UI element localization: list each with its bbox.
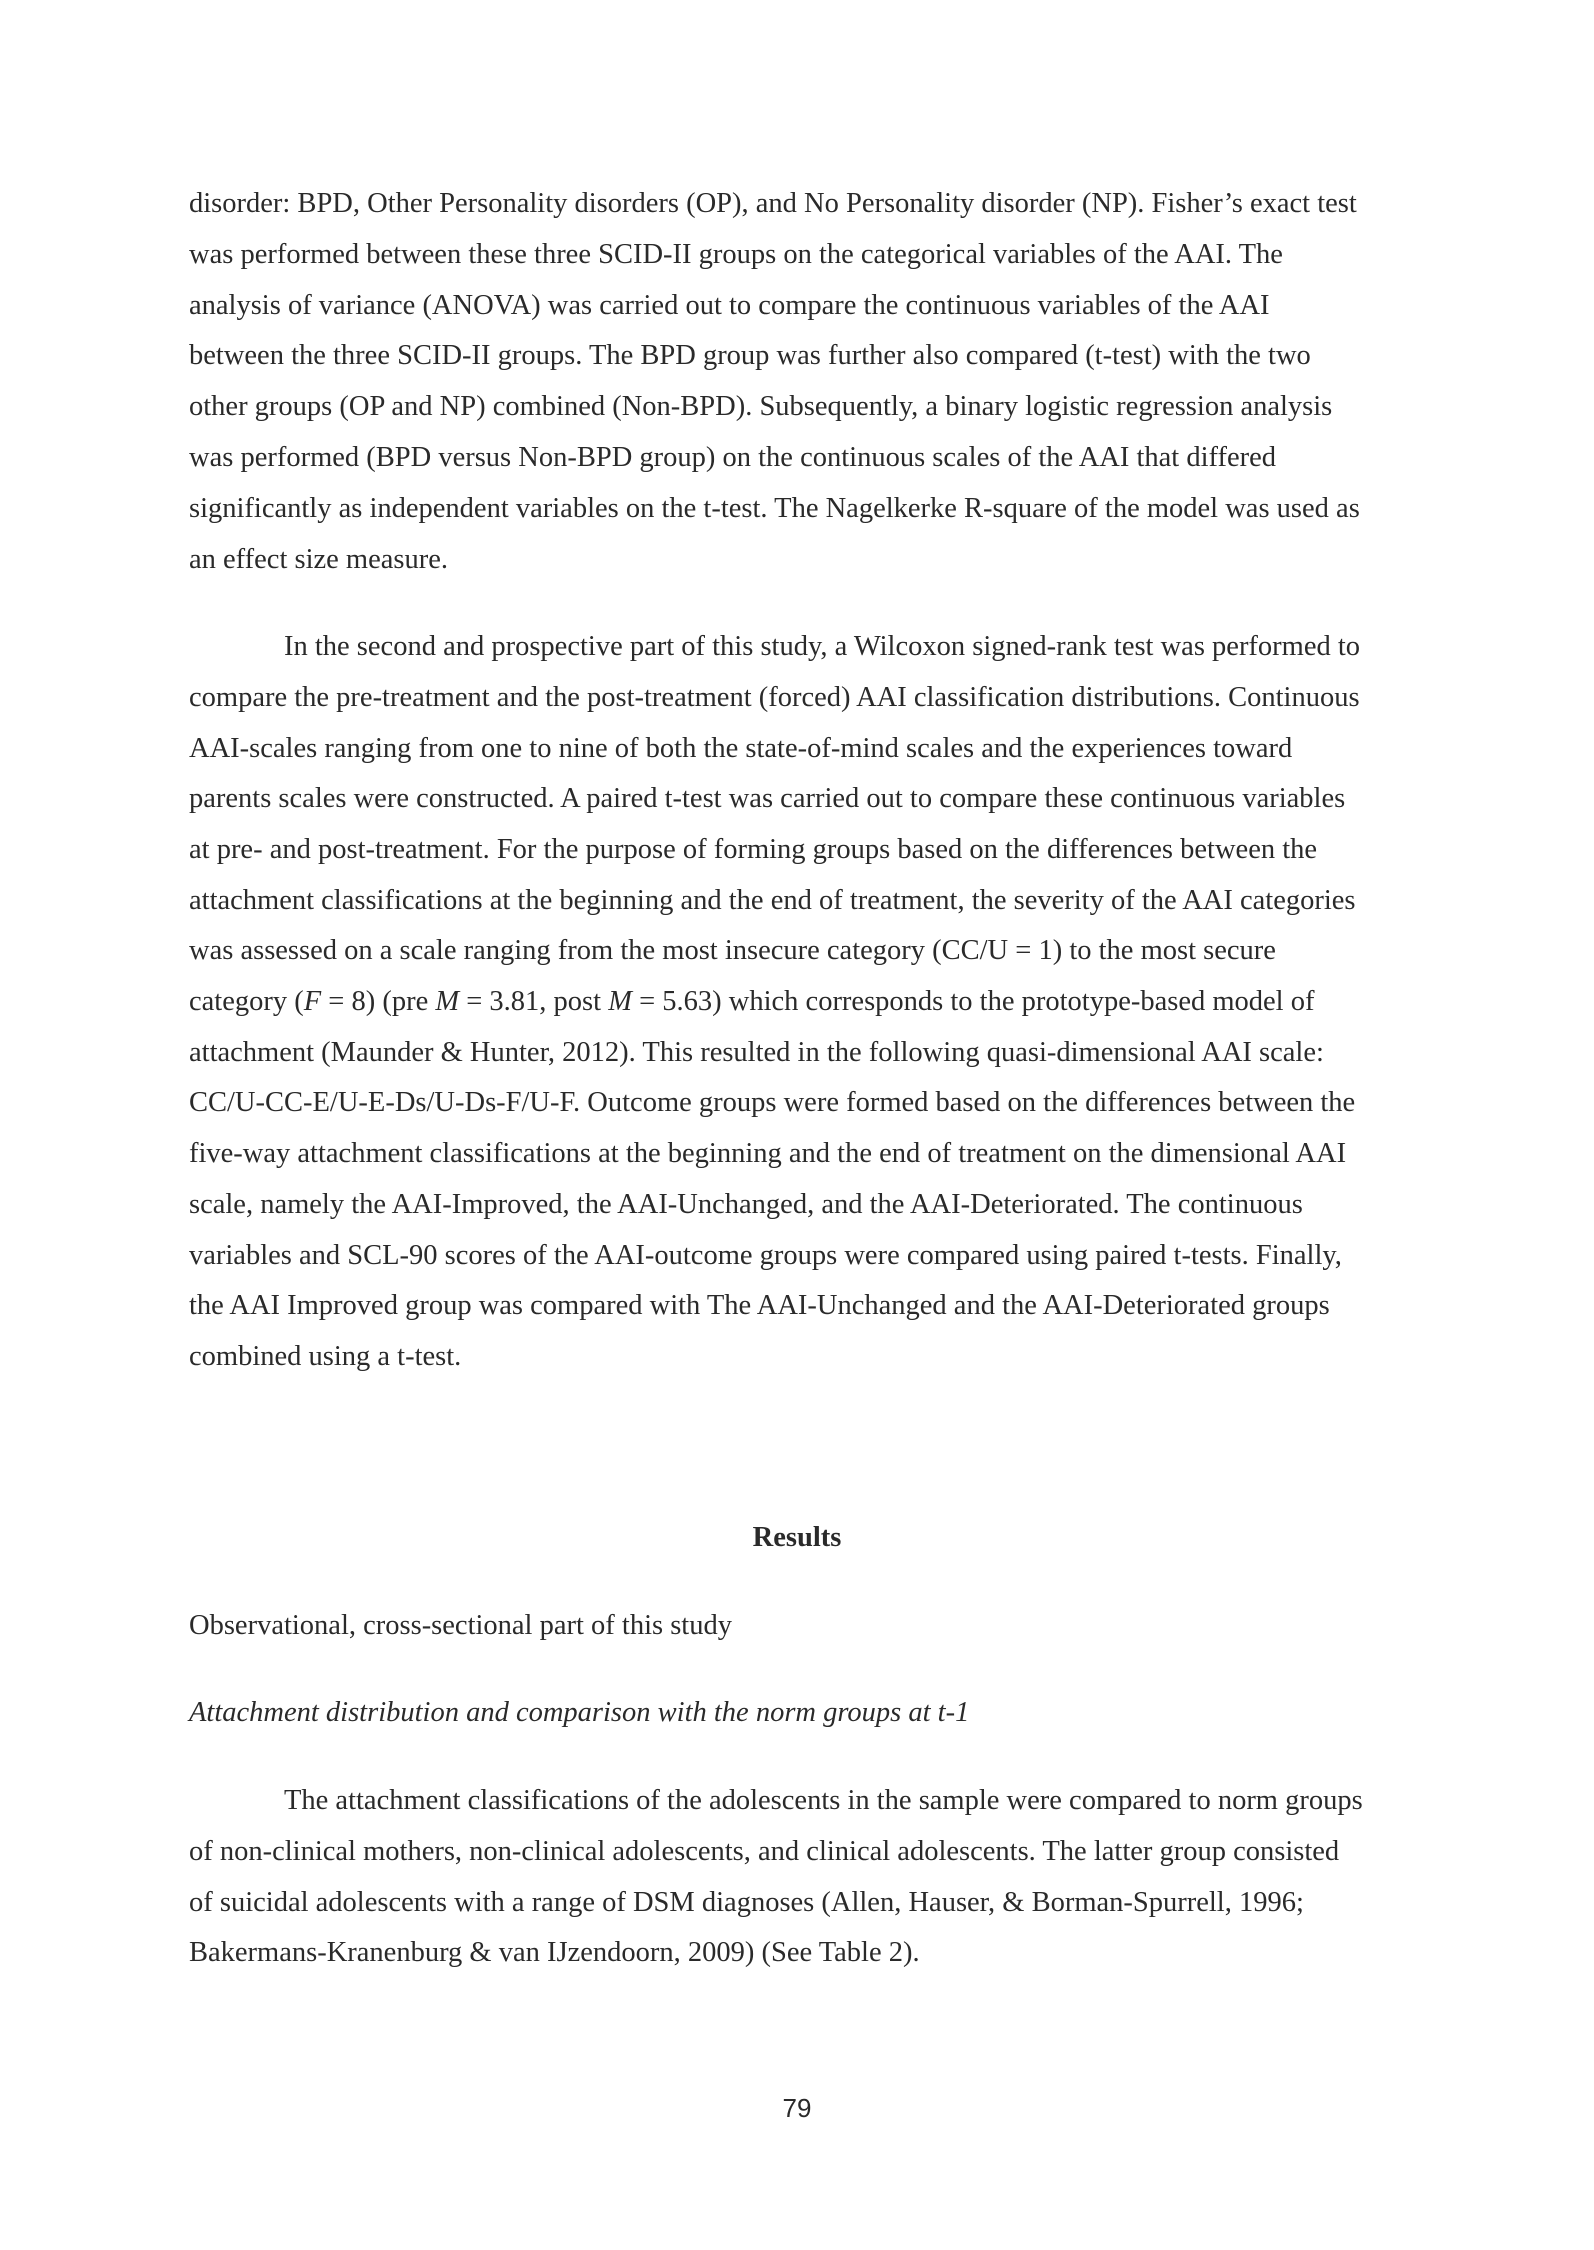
paragraph-2-line: the AAI Improved group was compared with The AAI-Unchanged and the AAI-Deteriorated groups: [189, 1290, 1330, 1321]
italic-subheading: Attachment distribution and comparison with the norm groups at t-1: [189, 1697, 970, 1728]
paragraph-2-line: combined using a t-test.: [189, 1341, 462, 1372]
paragraph-2-line: at pre- and post-treatment. For the purpose of forming groups based on the differences between the: [189, 834, 1318, 865]
stat-symbol-m: M: [435, 986, 460, 1017]
stat-symbol-f: F: [303, 986, 322, 1017]
paragraph-3-line: Bakermans-Kranenburg & van IJzendoorn, 2009) (See Table 2).: [189, 1937, 920, 1968]
paragraph-2-line: compare the pre-treatment and the post-treatment (forced) AAI classification distributions. Continuous: [189, 682, 1360, 713]
paragraph-1-line: analysis of variance (ANOVA) was carried out to compare the continuous variables of the AAI: [189, 290, 1270, 321]
paragraph-2-line: attachment (Maunder & Hunter, 2012). This resulted in the following quasi-dimensional AAI scale:: [189, 1037, 1324, 1068]
paragraph-3-line: of suicidal adolescents with a range of DSM diagnoses (Allen, Hauser, & Borman-Spurrell, 1996;: [189, 1887, 1304, 1918]
paragraph-1-line: disorder: BPD, Other Personality disorders (OP), and No Personality disorder (NP). Fisher’s exact test: [189, 188, 1357, 219]
paragraph-2-line: AAI-scales ranging from one to nine of both the state-of-mind scales and the experiences toward: [189, 733, 1293, 764]
paragraph-1-line: between the three SCID-II groups. The BPD group was further also compared (t-test) with the two: [189, 340, 1311, 371]
paragraph-1-line: other groups (OP and NP) combined (Non-BPD). Subsequently, a binary logistic regression analysis: [189, 391, 1333, 422]
paragraph-2-line: In the second and prospective part of this study, a Wilcoxon signed-rank test was performed to: [284, 631, 1361, 662]
text-segment: = 5.63) which corresponds to the prototype-based model of: [631, 986, 1315, 1017]
paragraph-2-line: scale, namely the AAI-Improved, the AAI-Unchanged, and the AAI-Deteriorated. The continuous: [189, 1189, 1303, 1220]
text-segment: = 8) (pre: [321, 986, 436, 1017]
paragraph-3-line: of non-clinical mothers, non-clinical adolescents, and clinical adolescents. The latter group consisted: [189, 1836, 1340, 1867]
stat-symbol-m: M: [608, 986, 632, 1017]
page-number: 79: [782, 2093, 812, 2123]
paragraph-2-line: CC/U-CC-E/U-E-Ds/U-Ds-F/U-F. Outcome groups were formed based on the differences between the: [189, 1087, 1356, 1118]
paragraph-1-line: significantly as independent variables on the t-test. The Nagelkerke R-square of the model was used as: [189, 493, 1360, 524]
paragraph-1-line: an effect size measure.: [189, 544, 448, 575]
paragraph-2-line: parents scales were constructed. A paired t-test was carried out to compare these continuous variables: [189, 783, 1346, 814]
paragraph-1-line: was performed between these three SCID-II groups on the categorical variables of the AAI. The: [189, 239, 1283, 270]
section-heading-results: Results: [752, 1522, 842, 1553]
text-segment: = 3.81, post: [459, 986, 609, 1017]
paragraph-3-line: The attachment classifications of the adolescents in the sample were compared to norm groups: [284, 1785, 1363, 1816]
subheading: Observational, cross-sectional part of this study: [189, 1610, 732, 1641]
paragraph-2-line-with-stats: [189, 984, 1314, 1020]
paragraph-2-line: variables and SCL-90 scores of the AAI-outcome groups were compared using paired t-tests. Finally,: [189, 1240, 1342, 1271]
text-segment: category (: [189, 986, 304, 1017]
paragraph-2-line: five-way attachment classifications at the beginning and the end of treatment on the dimensional AAI: [189, 1138, 1347, 1169]
paragraph-2-line: attachment classifications at the beginning and the end of treatment, the severity of the AAI categories: [189, 885, 1356, 916]
paragraph-2-line: was assessed on a scale ranging from the most insecure category (CC/U = 1) to the most secure: [189, 935, 1276, 966]
paragraph-1-line: was performed (BPD versus Non-BPD group) on the continuous scales of the AAI that differed: [189, 442, 1277, 473]
